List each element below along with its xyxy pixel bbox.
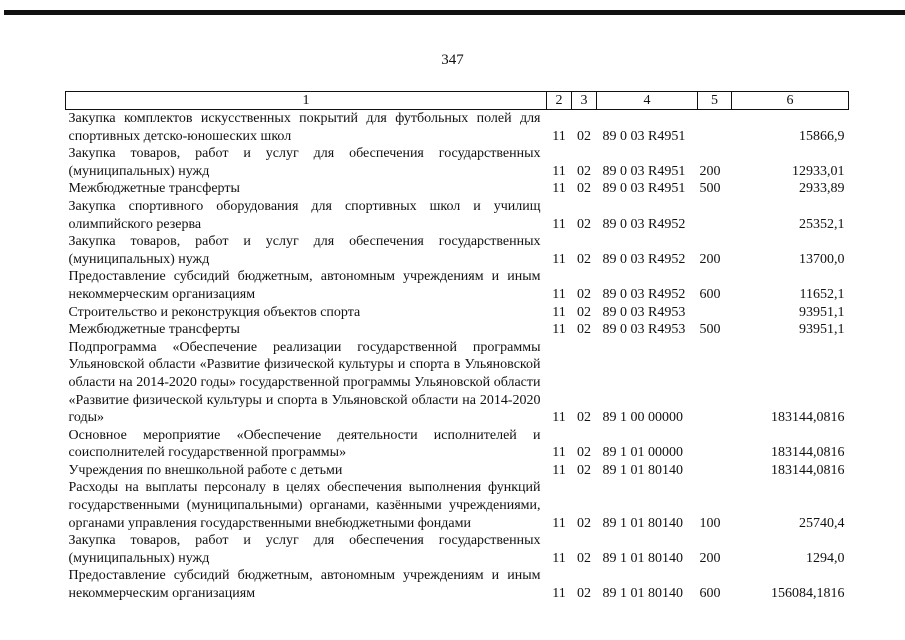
row-target-article: 89 0 03 R4951 <box>602 163 686 179</box>
row-amount: 156084,1816 <box>771 586 845 602</box>
row-expense-type: 500 <box>699 181 721 197</box>
row-name: Межбюджетные трансферты <box>68 181 240 197</box>
row-target-article: 89 0 03 R4953 <box>602 322 686 338</box>
row-expense-type <box>698 110 732 146</box>
row-amount: 11652,1 <box>799 286 845 302</box>
row-section: 11 <box>552 462 566 478</box>
row-subsection: 02 <box>577 462 591 478</box>
row-name: Строительство и реконструкция объектов спорта <box>68 304 361 320</box>
budget-table <box>65 91 849 603</box>
row-section: 11 <box>552 586 566 602</box>
row-section: 11 <box>552 251 566 267</box>
row-subsection: 02 <box>577 304 591 320</box>
row-expense-type: 100 <box>699 515 721 531</box>
row-section: 11 <box>552 322 566 338</box>
row-subsection: 02 <box>577 410 591 426</box>
table-row <box>66 180 849 198</box>
row-section: 11 <box>552 128 566 144</box>
table-row <box>66 304 849 322</box>
table-row <box>66 198 849 233</box>
row-subsection: 02 <box>577 515 591 531</box>
header-col-5: 5 <box>698 92 732 110</box>
row-subsection: 02 <box>577 445 591 461</box>
row-name: Учреждения по внешкольной работе с детьми <box>68 462 343 478</box>
row-name: Закупка спортивного оборудования для спортивных школ и училищ олимпийского резерва <box>68 198 541 232</box>
row-subsection: 02 <box>577 286 591 302</box>
row-section: 11 <box>552 515 566 531</box>
row-target-article: 89 0 03 R4952 <box>602 251 686 267</box>
row-name: Межбюджетные трансферты <box>68 322 240 338</box>
row-name: Подпрограмма «Обеспечение реализации государственной программы Ульяновской области «Развитие физической культуры и спорта в Ульяновской области на 2014-2020 годы» государственной программы Ульяновской области «Развитие физической культуры и спорта в Ульяновской области на 2014-2020 годы» <box>68 339 541 426</box>
header-col-2: 2 <box>547 92 572 110</box>
row-name: Закупка товаров, работ и услуг для обеспечения государственных (муниципальных) нужд <box>68 234 541 267</box>
row-subsection: 02 <box>577 586 591 602</box>
table-header <box>66 92 849 110</box>
row-amount: 13700,0 <box>799 251 845 267</box>
row-amount: 93951,1 <box>799 322 845 338</box>
row-target-article: 89 0 03 R4951 <box>602 181 686 197</box>
row-subsection: 02 <box>577 216 591 232</box>
row-target-article: 89 1 01 80140 <box>602 550 683 566</box>
row-expense-type: 600 <box>699 286 721 302</box>
row-name: Закупка товаров, работ и услуг для обеспечения государственных (муниципальных) нужд <box>68 146 541 179</box>
row-expense-type: 200 <box>699 163 721 179</box>
row-subsection: 02 <box>577 163 591 179</box>
row-name: Закупка товаров, работ и услуг для обеспечения государственных (муниципальных) нужд <box>68 533 541 566</box>
row-amount: 93951,1 <box>799 304 845 320</box>
row-section: 11 <box>552 286 566 302</box>
table-row <box>66 268 849 303</box>
table-row <box>66 427 849 462</box>
row-subsection: 02 <box>577 181 591 197</box>
row-target-article: 89 1 01 80140 <box>602 586 683 602</box>
row-amount: 183144,0816 <box>771 462 845 478</box>
row-name: Закупка комплектов искусственных покрытий для футбольных полей для спортивных детско-юношеских школ <box>68 111 541 144</box>
row-section: 11 <box>552 181 566 197</box>
row-target-article: 89 1 00 00000 <box>602 410 683 426</box>
row-target-article: 89 0 03 R4952 <box>602 286 686 302</box>
row-expense-type: 500 <box>699 322 721 338</box>
row-subsection: 02 <box>577 128 591 144</box>
row-amount: 25740,4 <box>799 515 845 531</box>
header-col-4: 4 <box>597 92 698 110</box>
table-row <box>66 532 849 567</box>
table-row <box>66 339 849 427</box>
top-rule <box>4 10 905 15</box>
row-amount: 12933,01 <box>792 163 845 179</box>
row-expense-type <box>698 462 732 480</box>
row-name: Расходы на выплаты персоналу в целях обеспечения выполнения функций государственными (муниципальными) органами, казёнными учреждениями, органами управления государственными внебюджетными фондами <box>68 480 541 531</box>
row-expense-type <box>698 339 732 427</box>
row-section: 11 <box>552 216 566 232</box>
row-target-article: 89 1 01 80140 <box>602 515 683 531</box>
row-subsection: 02 <box>577 550 591 566</box>
row-name: Основное мероприятие «Обеспечение деятельности исполнителей и соисполнителей государственной программы» <box>68 427 541 461</box>
table-body <box>66 110 849 603</box>
row-subsection: 02 <box>577 322 591 338</box>
header-row <box>66 92 849 110</box>
row-expense-type <box>698 198 732 233</box>
row-amount: 2933,89 <box>799 181 845 197</box>
page-number: 347 <box>441 52 464 68</box>
row-expense-type: 200 <box>699 251 721 267</box>
row-expense-type: 200 <box>699 550 721 566</box>
row-section: 11 <box>552 445 566 461</box>
row-name: Предоставление субсидий бюджетным, автономным учреждениям и иным некоммерческим организациям <box>68 568 541 602</box>
row-subsection: 02 <box>577 251 591 267</box>
row-amount: 183144,0816 <box>771 445 845 461</box>
row-target-article: 89 0 03 R4952 <box>602 216 686 232</box>
table-row <box>66 479 849 532</box>
row-amount: 183144,0816 <box>771 410 845 426</box>
row-name: Предоставление субсидий бюджетным, автономным учреждениям и иным некоммерческим организациям <box>68 269 541 302</box>
header-col-6: 6 <box>732 92 849 110</box>
row-amount: 1294,0 <box>806 550 845 566</box>
table-row <box>66 321 849 339</box>
row-target-article: 89 1 01 80140 <box>602 462 683 478</box>
row-target-article: 89 0 03 R4953 <box>602 304 686 320</box>
row-target-article: 89 0 03 R4951 <box>602 128 686 144</box>
row-expense-type: 600 <box>699 586 721 602</box>
header-col-1: 1 <box>66 92 547 110</box>
row-amount: 25352,1 <box>799 216 845 232</box>
table-row <box>66 462 849 480</box>
row-expense-type <box>698 304 732 322</box>
row-section: 11 <box>552 304 566 320</box>
table-row <box>66 567 849 602</box>
table-row <box>66 110 849 146</box>
table-row <box>66 233 849 268</box>
row-target-article: 89 1 01 00000 <box>602 445 683 461</box>
header-col-3: 3 <box>572 92 597 110</box>
table-row <box>66 145 849 180</box>
row-section: 11 <box>552 550 566 566</box>
row-amount: 15866,9 <box>799 128 845 144</box>
row-section: 11 <box>552 163 566 179</box>
row-section: 11 <box>552 410 566 426</box>
row-expense-type <box>698 427 732 462</box>
